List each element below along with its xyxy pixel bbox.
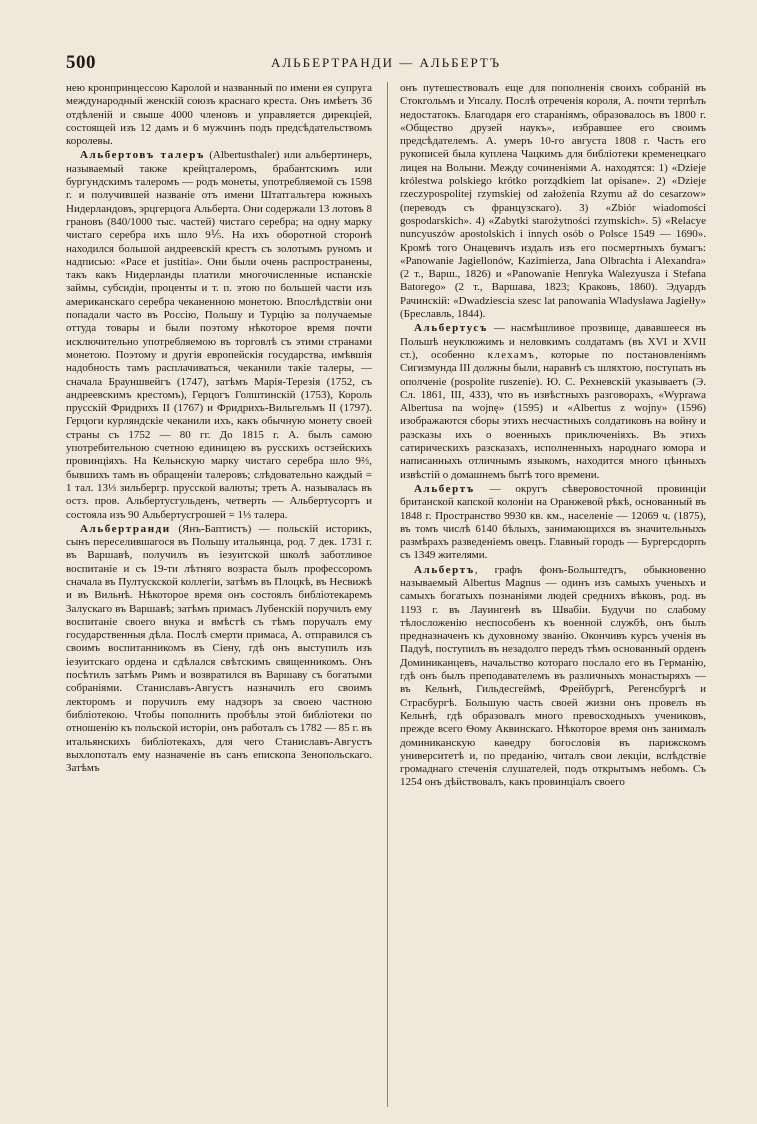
body-text: — насмѣшливое прозвище, дававшееся въ Польшѣ неуклюжимъ и неловкимъ солдатамъ (въ XVI и XVII ст.), особенно — [400, 322, 706, 361]
headword: Альбертъ — [414, 482, 475, 495]
body-text: — округъ сѣверовосточной провинціи британской капской колоніи на Оранжевой рѣкѣ, основанный въ 1848 г. Пространство 9930 кв. км., населеніе — 12069 ч. (1875), въ томъ числѣ 6140 бѣлыхъ, занимающихся въ значительныхъ размѣрахъ разведеніемъ овецъ. Главный городъ — Бургерсдорпъ съ 1349 жителями. — [400, 482, 706, 562]
page-header — [66, 52, 706, 76]
body-text: (Янъ-Баптистъ) — польскій историкъ, сынъ переселившагося въ Польшу итальянца, род. 7 дек. 1731 г. въ Варшавѣ, получилъ въ іезуитской школѣ заботливое воспитаніе и съ 19-ти лѣтняго возраста былъ профессоромъ сначала въ Пултускской коллегіи, затѣмъ въ Плоцкѣ, въ Несвижѣ и въ Вильнѣ. Нѣкоторое время онъ состоялъ библіотекаремъ Залускаго въ Варшавѣ; затѣмъ примасъ Лубенскій поручилъ ему воспитаніе своего внука и вмѣстѣ съ тѣмъ поручалъ ему государственныя дѣла. Послѣ смерти примаса, А. отправился съ своимъ воспитанникомъ въ Сіену, гдѣ онъ выступилъ изъ іезуитскаго ордена и сдѣлался свѣтскимъ священникомъ. Онъ посѣтилъ затѣмъ Римъ и возвратился въ Варшаву съ богатыми собраніями. Станиславъ-Августъ назначилъ его своимъ лекторомъ и поручилъ ему надзоръ за своею частною библіотекою. Чтобы пополнить пробѣлы этой библіотеки по отношенію къ польской исторіи, онъ работалъ съ 1782 — 85 г. въ итальянскихъ библіотекахъ, для чего Станиславъ-Августъ выхлопоталъ ему назначеніе въ санъ епископа Зенопольскаго. Затѣмъ — [66, 522, 372, 775]
text-columns — [66, 82, 710, 1107]
page-number: 500 — [66, 52, 96, 73]
article-paragraph — [400, 322, 706, 482]
running-head: АЛЬБЕРТРАНДИ — АЛЬБЕРТЪ — [270, 55, 502, 70]
headword: Альбертовъ талеръ — [80, 149, 205, 162]
headword: Альбертъ — [414, 563, 475, 576]
headword: Альбертранди — [80, 522, 171, 535]
article-paragraph — [400, 483, 706, 563]
body-text: онъ путешествовалъ еще для пополненія своихъ собраній въ Стокгольмъ и Упсалу. Послѣ отреченія короля, А. почти терпѣлъ недостатокъ. Благодаря его стараніямъ, образовалось въ 1800 г. «Общество друзей наукъ», избравшее его своимъ предсѣдателемъ. А. умеръ 10-го августа 1808 г. Часть его рукописей была куплена Чацкимъ для библіотеки кременецкаго лицея на Волыни. Между сочиненіями А. находятся: 1) «Dzieje królestwa polskiego krótko porządkiem lat opisane». 2) «Dzieje rzeczypospolitej rzymskiej od założenia Rzymu až do cesarzow» (переводъ съ французскаго). 3) «Zbiór wiadomości gospodarskich». 4) «Zabytki starożytności rzymskich». 5) «Relacye nuncyuszów apostolskich i innych osób o Polsce 1549 — 1690». Кромѣ того Онацевичъ издалъ изъ его посмертныхъ бумагъ: «Panowanie Jagiellonów, Kazimierza, Jana Olbrachta i Alexandra» (2 т., Варш., 1826) и «Panowanie Henryka Walezyusza i Stefana Batorego» (2 т., Варшава, 1823; Краковъ, 1860). Эдуардъ Рачинскій: «Dwadziescia szesc lat panowania Wladysława Jagiełły» (Бреславль, 1844). — [400, 82, 706, 321]
headword: Альбертусъ — [414, 322, 488, 335]
body-text: (Albertusthaler) или альбертинеръ, называемый также крейцталеромъ, брабантскимъ или бургундскимъ талеромъ — родъ монеты, употребляемой съ 1598 г. и получившей названіе отъ имени Штатгальтера южныхъ Нидерландовъ, эрцгерцога Альберта. Они содержали 13 лотовъ 8 грановъ (840/1000 тыс. частей) чистаго серебра; на одну марку чистаго серебра ихъ шло 9⅕. На ихъ оборотной сторонѣ находился большой андреевскій крестъ съ золотымъ руномъ и надписью: «Pace et justitia». Они были очень распространены, такъ какъ Нидерланды платили многочисленные испанскіе займы, субсидіи, проценты и т. п. этою по большей части изъ американскаго серебра чеканенною монетою. Впослѣдствіи они попадали часто въ Россію, Польшу и Турцію за получаемые оттуда товары и были поэтому нѣкоторое время почти исключительно употребляемою въ торговлѣ съ этими странами монетою. Поэтому и другія европейскія государства, имѣвшія надобность тамъ расплачиваться, чеканили такіе талеры, — сначала Брауншвейгъ (1747), затѣмъ Марія-Терезія (1752, съ андреевскимъ крестомъ), Герцогъ Голштинскій (1753), Король прусскій Фридрихъ II (1767) и Фридрихъ-Вильгельмъ II (1797). Герцоги курляндскіе чеканили ихъ, какъ обычную монету своей страны съ 1752 — 80 гг. До 1815 г. А. былъ самою употребительною счетною единицею въ русскихъ остзейскихъ провинціяхъ. На Кельнскую марку чистаго серебра шло 9⅔, бывшихъ тамъ въ обращеніи талеровъ; слѣдовательно каждый = 1 тал. 13⅓ зильбергр. прусской валюты; треть А. называлась въ остз. пров. Альбертусгульденъ, четверть — Альбертусортъ и состояла изъ 90 Альбертусгрошей = 1⅓ талера. — [66, 149, 372, 521]
body-text: , которые по постановленіямъ Сигизмунда III должны были, наравнѣ съ шляхтою, поступать въ ополченіе (pospolite ruszenie). Ю. С. Рехневскій указываетъ (Э. Сл. 1861, III, 433), что въ извѣстныхъ разговорахъ, «Wyprawa Albertusa na wojnę» (1595) и «Albertus z wojny» (1596) изображаются сборы этихъ несчастныхъ солдатиковъ на войну и разсказы ихъ о военныхъ приключеніяхъ. Въ этихъ сатирическихъ разсказахъ, исполненныхъ народнаго юмора и написанныхъ отличнымъ языкомъ, находится много цѣнныхъ извѣстій о домашнемъ бытѣ того времени. — [400, 348, 706, 481]
column-divider — [387, 82, 388, 1107]
spaced-emphasis: клехамъ — [487, 348, 536, 361]
right-column — [400, 82, 706, 1107]
article-paragraph — [66, 523, 372, 776]
left-column — [66, 82, 372, 1107]
body-text: нею кронпринцессою Каролой и названный по имени ея супруга международный женскій союзъ краснаго креста. Онъ имѣетъ 36 отдѣленій и свыше 4000 членовъ и управляется дирекціей, состоящей изъ 12 дамъ и 6 мужчинъ подъ предсѣдательствомъ королевы. — [66, 82, 372, 148]
article-paragraph — [400, 564, 706, 790]
body-text: , графъ фонъ-Больштедтъ, обыкновенно называемый Albertus Magnus — одинъ изъ самыхъ ученыхъ и самыхъ богатыхъ познаніями людей среднихъ вѣковъ, род. въ 1193 г. въ Лауингенѣ въ Швабіи. Будучи по слабому тѣлосложенію неспособенъ къ военной службѣ, онъ былъ предназначенъ къ духовному званію. Окончивъ курсъ ученія въ Падуѣ, поступилъ въ незадолго передъ тѣмъ основанный орденъ Доминиканцевъ, начальство котораго послало его въ Германію, гдѣ онъ былъ преподавателемъ въ различныхъ монастыряхъ — въ Кельнѣ, Гильдесгеймѣ, Фрейбургѣ, Регенсбургѣ и Страсбургѣ. Большую часть своей жизни онъ провелъ въ Кельнѣ, гдѣ образовалъ много превосходныхъ учениковъ, прежде всего Ѳому Аквинскаго. Нѣкоторое время онъ занималъ доминиканскую каѳедру богословія въ парижскомъ университетѣ и, по преданію, читалъ свои лекціи, вслѣдствіе громаднаго стеченія слушателей, подъ открытымъ небомъ. Съ 1254 онъ дѣйствовалъ, какъ провинціалъ своего — [400, 563, 706, 789]
article-paragraph — [66, 149, 372, 521]
article-paragraph — [400, 82, 706, 321]
article-paragraph — [66, 82, 372, 148]
